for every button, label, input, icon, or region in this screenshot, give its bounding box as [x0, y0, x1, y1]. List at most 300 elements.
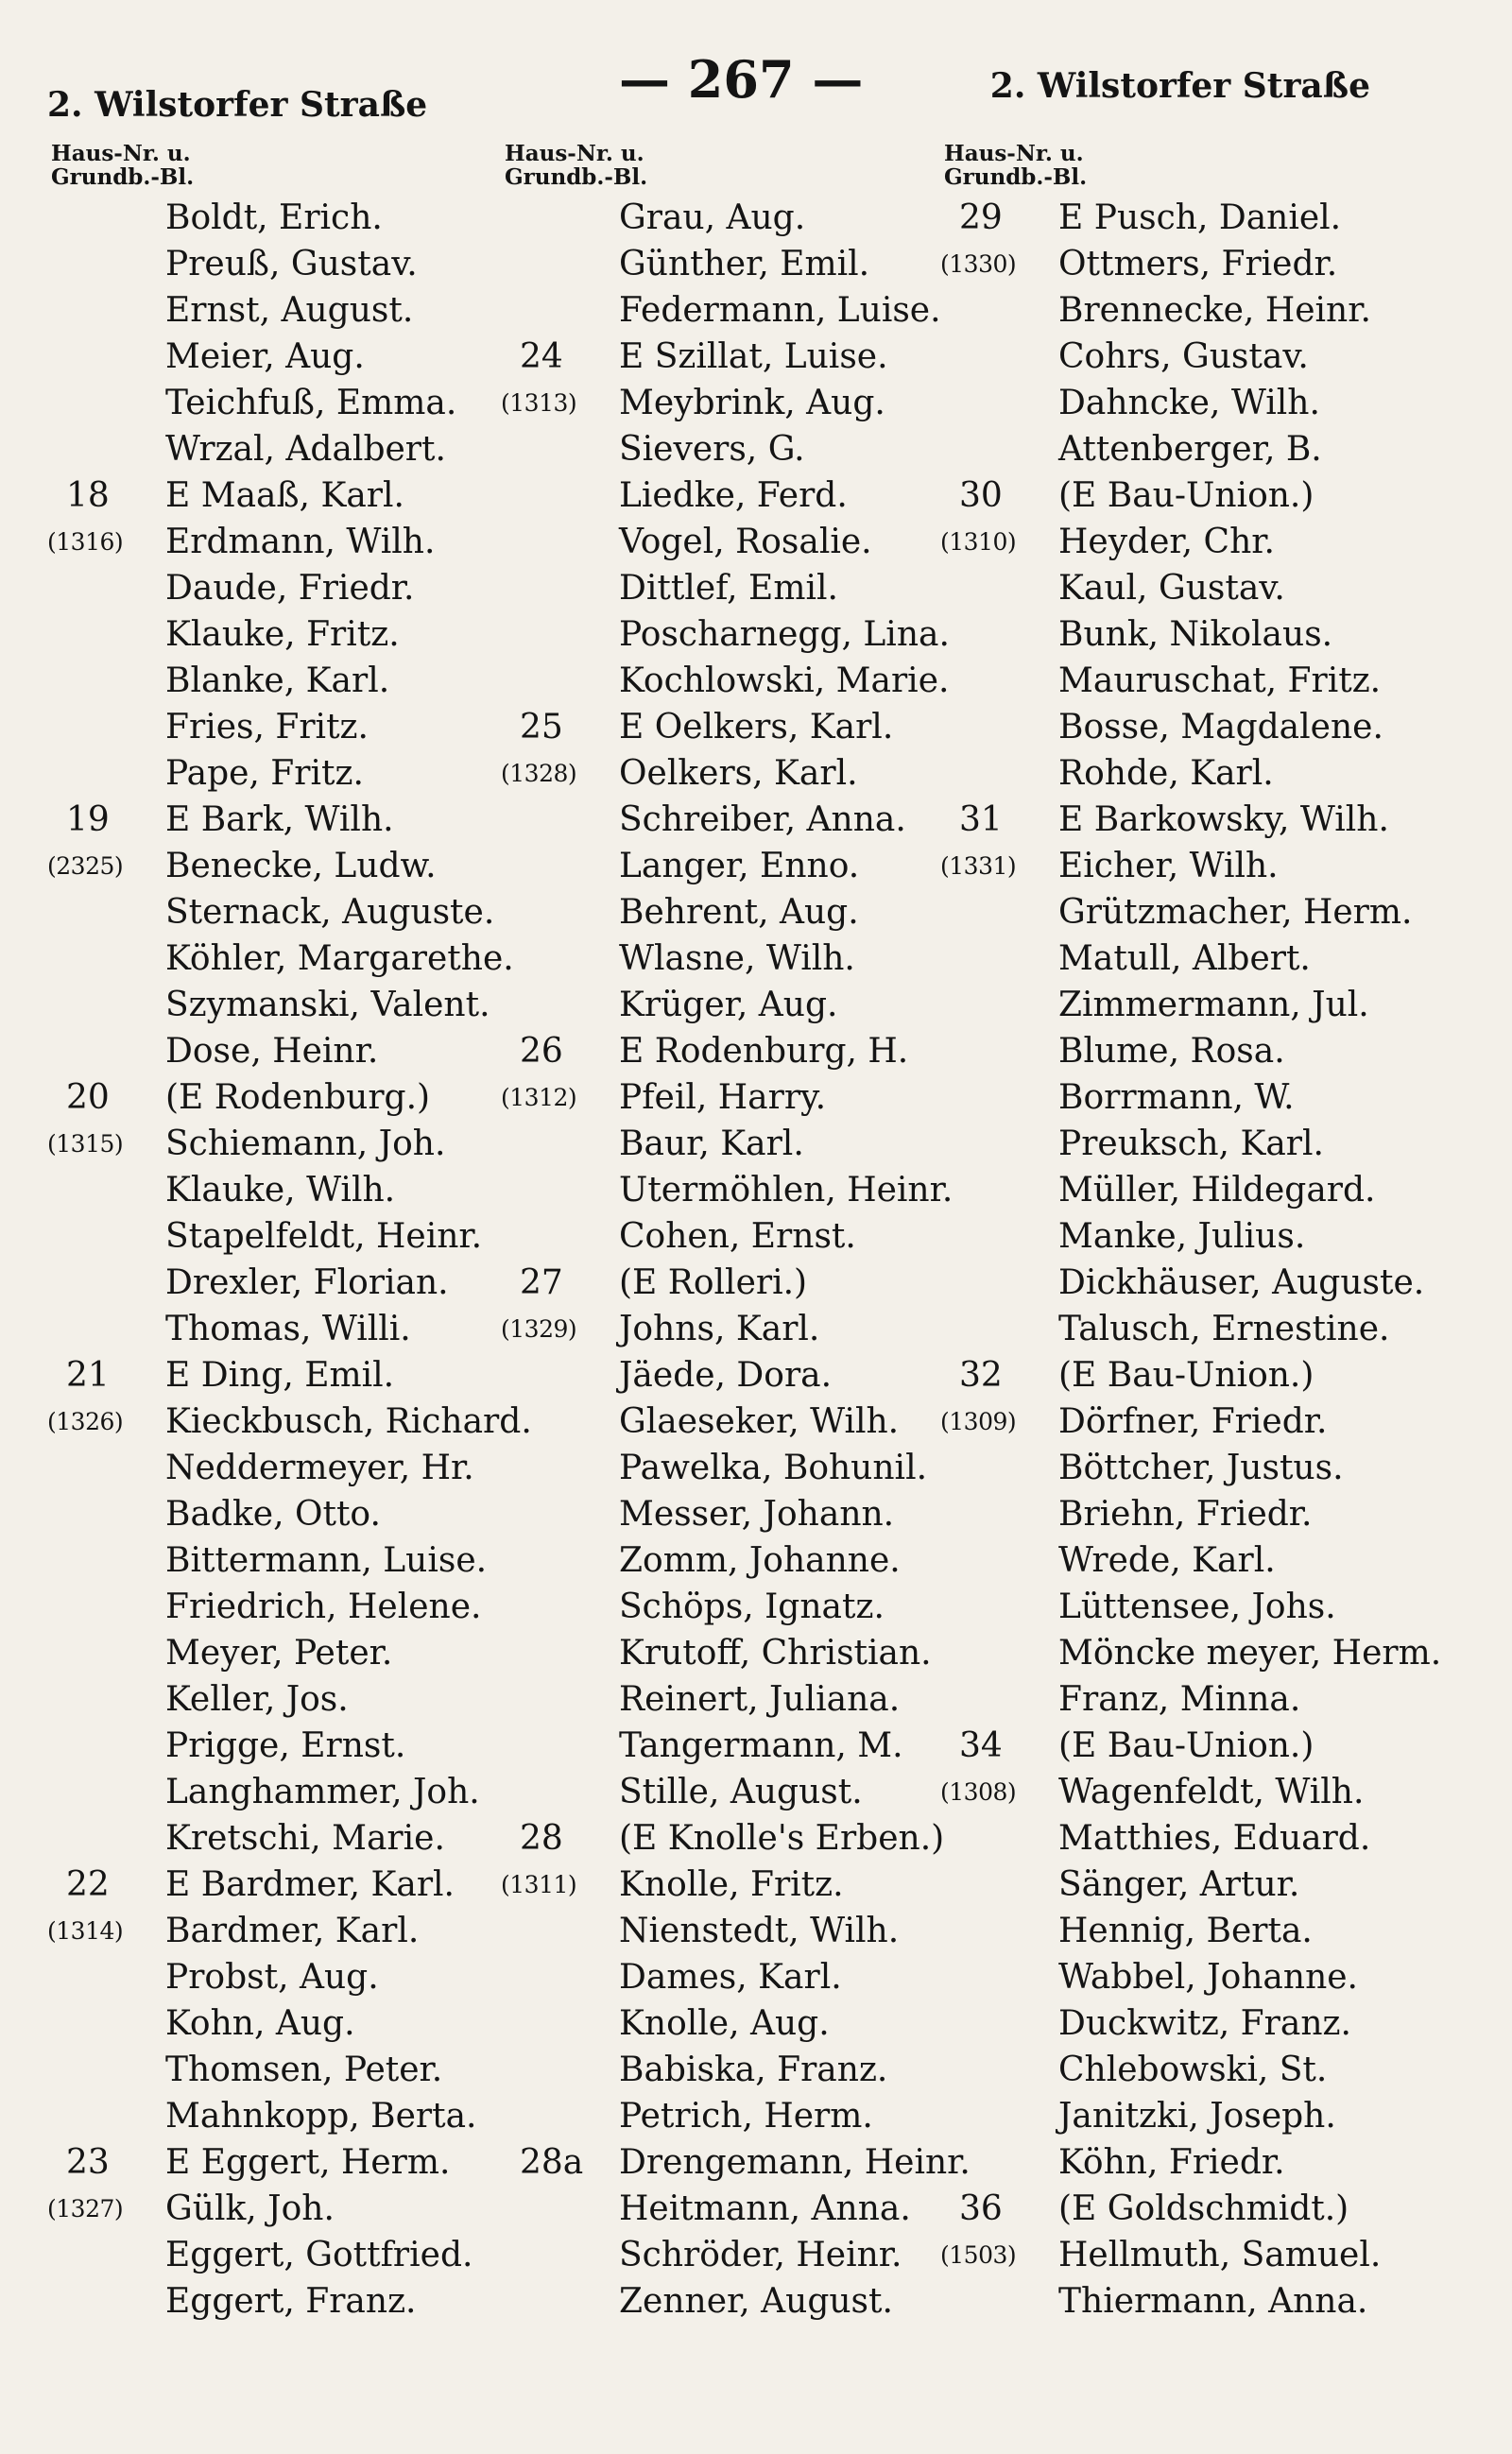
resident-name: Federmann, Luise.: [619, 291, 941, 330]
directory-entry: [501, 2047, 973, 2093]
directory-entry: [47, 2093, 520, 2139]
entry-list: [940, 195, 1442, 2325]
page-number: — 267 —: [619, 49, 864, 110]
resident-name: Attenberger, B.: [1058, 430, 1322, 469]
resident-name: Kaul, Gustav.: [1058, 569, 1285, 608]
resident-name: E Bark, Wilh.: [165, 800, 394, 839]
directory-entry: [47, 1769, 520, 1815]
directory-entry: [47, 1537, 520, 1584]
resident-name: Ottmers, Friedr.: [1058, 245, 1338, 283]
resident-name: Günther, Emil.: [619, 245, 870, 283]
directory-entry: [501, 704, 973, 750]
resident-name: Möncke meyer, Herm.: [1058, 1634, 1442, 1673]
resident-name: Gülk, Joh.: [165, 2189, 335, 2228]
directory-entry: [940, 1954, 1413, 2000]
directory-entry: [47, 565, 520, 611]
column-header: [51, 142, 520, 189]
resident-name: Glaeseker, Wilh.: [619, 1402, 900, 1441]
resident-name: Wrede, Karl.: [1058, 1541, 1276, 1580]
resident-name: Knolle, Aug.: [619, 2004, 830, 2043]
directory-entry: [940, 611, 1413, 658]
resident-name: Krutoff, Christian.: [619, 1634, 932, 1673]
resident-name: Dames, Karl.: [619, 1958, 842, 1997]
directory-entry: [940, 704, 1413, 750]
resident-name: Briehn, Friedr.: [1058, 1495, 1313, 1534]
directory-entry: [940, 241, 1413, 287]
resident-name: Liedke, Ferd.: [619, 476, 848, 515]
resident-name: Cohen, Ernst.: [619, 1217, 856, 1256]
directory-entry: [940, 1399, 1413, 1445]
resident-name: Dickhäuser, Auguste.: [1058, 1263, 1425, 1302]
resident-name: Mahnkopp, Berta.: [165, 2097, 477, 2136]
resident-name: Grau, Aug.: [619, 198, 806, 237]
directory-entry: [501, 1399, 973, 1445]
grundbuch-number: (1316): [47, 528, 124, 556]
directory-entry: [47, 658, 520, 704]
resident-name: Thomas, Willi.: [165, 1310, 411, 1348]
resident-name: Cohrs, Gustav.: [1058, 337, 1309, 376]
directory-entry: [501, 380, 973, 426]
resident-name: Bittermann, Luise.: [165, 1541, 488, 1580]
resident-name: E Szillat, Luise.: [619, 337, 888, 376]
grundbuch-number: (1308): [940, 1778, 1017, 1806]
page-header: [0, 0, 1512, 132]
directory-entry: [501, 1584, 973, 1630]
directory-entry: [501, 1074, 973, 1121]
house-number: 34: [959, 1726, 1003, 1765]
resident-name: Thiermann, Anna.: [1058, 2282, 1368, 2321]
entry-list: [501, 195, 973, 2325]
directory-entry: [940, 1584, 1413, 1630]
directory-entry: [47, 195, 520, 241]
grundbuch-number: (1326): [47, 1408, 124, 1435]
resident-name: Wagenfeldt, Wilh.: [1058, 1773, 1365, 1811]
directory-entry: [940, 2093, 1413, 2139]
resident-name: Erdmann, Wilh.: [165, 523, 436, 561]
directory-entry: [940, 1352, 1413, 1399]
directory-entry: [47, 1862, 520, 1908]
directory-entry: [501, 750, 973, 797]
grundbuch-number: (1329): [501, 1315, 577, 1343]
resident-name: Eggert, Gottfried.: [165, 2236, 473, 2274]
resident-name: Brennecke, Heinr.: [1058, 291, 1371, 330]
resident-name: Preuksch, Karl.: [1058, 1124, 1324, 1163]
resident-name: Sievers, G.: [619, 430, 805, 469]
resident-name: Mauruschat, Fritz.: [1058, 661, 1382, 700]
resident-name: Klauke, Wilh.: [165, 1171, 396, 1210]
directory-entry: [47, 1954, 520, 2000]
directory-entry: [940, 1491, 1413, 1537]
directory-entry: [940, 750, 1413, 797]
directory-entry: [501, 2232, 973, 2278]
directory-entry: [501, 1769, 973, 1815]
resident-name: Kochlowski, Marie.: [619, 661, 950, 700]
house-number: 32: [959, 1356, 1003, 1395]
directory-entry: [940, 1537, 1413, 1584]
resident-name: Benecke, Ludw.: [165, 847, 437, 885]
directory-entry: [940, 519, 1413, 565]
house-number: 29: [959, 198, 1003, 237]
house-number: 18: [66, 476, 110, 515]
resident-name: Grützmacher, Herm.: [1058, 893, 1413, 932]
directory-entry: [47, 1028, 520, 1074]
resident-name: Dose, Heinr.: [165, 1032, 379, 1071]
directory-entry: [940, 2047, 1413, 2093]
directory-entry: [47, 426, 520, 472]
resident-name: Kretschi, Marie.: [165, 1819, 445, 1858]
resident-name: Probst, Aug.: [165, 1958, 379, 1997]
directory-entry: [940, 889, 1413, 935]
resident-name: Klauke, Fritz.: [165, 615, 400, 654]
directory-entry: [47, 1445, 520, 1491]
directory-entry: [940, 935, 1413, 982]
directory-entry: [940, 2232, 1413, 2278]
resident-name: Schröder, Heinr.: [619, 2236, 902, 2274]
resident-name: (E Bau-Union.): [1058, 1726, 1314, 1765]
resident-name: E Pusch, Daniel.: [1058, 198, 1342, 237]
directory-entry: [940, 195, 1413, 241]
directory-entry: [940, 1908, 1413, 1954]
resident-name: Boldt, Erich.: [165, 198, 383, 237]
directory-entry: [47, 2047, 520, 2093]
directory-entry: [501, 797, 973, 843]
resident-name: Eicher, Wilh.: [1058, 847, 1279, 885]
resident-name: Behrent, Aug.: [619, 893, 859, 932]
directory-entry: [940, 2186, 1413, 2232]
resident-name: Kieckbusch, Richard.: [165, 1402, 532, 1441]
directory-entry: [47, 797, 520, 843]
directory-entry: [940, 1028, 1413, 1074]
resident-name: Zomm, Johanne.: [619, 1541, 901, 1580]
house-number: 28: [520, 1819, 563, 1858]
resident-name: Bosse, Magdalene.: [1058, 708, 1383, 746]
house-number: 26: [520, 1032, 563, 1071]
directory-entry: [940, 565, 1413, 611]
directory-entry: [940, 1723, 1413, 1769]
resident-name: Janitzki, Joseph.: [1058, 2097, 1336, 2136]
directory-entry: [501, 2000, 973, 2047]
resident-name: Kohn, Aug.: [165, 2004, 355, 2043]
resident-name: Heitmann, Anna.: [619, 2189, 911, 2228]
directory-entry: [501, 1028, 973, 1074]
resident-name: Lüttensee, Johs.: [1058, 1587, 1336, 1626]
directory-entry: [940, 1167, 1413, 1213]
grundbuch-number: (1314): [47, 1917, 124, 1945]
house-number: 20: [66, 1078, 110, 1117]
header-street-right: 2. Wilstorfer Straße: [989, 66, 1370, 106]
entry-list: [47, 195, 532, 2325]
grundbuch-number: (1309): [940, 1408, 1017, 1435]
resident-name: Daude, Friedr.: [165, 569, 415, 608]
column-header: [505, 142, 973, 189]
resident-name: Krüger, Aug.: [619, 986, 838, 1024]
resident-name: Neddermeyer, Hr.: [165, 1449, 474, 1487]
directory-entry: [940, 380, 1413, 426]
directory-entry: [501, 334, 973, 380]
resident-name: Drexler, Florian.: [165, 1263, 449, 1302]
resident-name: Prigge, Ernst.: [165, 1726, 406, 1765]
house-number: 22: [66, 1865, 110, 1904]
directory-entry: [940, 843, 1413, 889]
directory-entry: [501, 1954, 973, 2000]
resident-name: Köhn, Friedr.: [1058, 2143, 1285, 2182]
resident-name: Tangermann, M.: [619, 1726, 903, 1765]
directory-entry: [940, 1676, 1413, 1723]
directory-entry: [501, 1213, 973, 1260]
directory-entry: [47, 1074, 520, 1121]
resident-name: Heyder, Chr.: [1058, 523, 1275, 561]
resident-name: Petrich, Herm.: [619, 2097, 873, 2136]
resident-name: Schreiber, Anna.: [619, 800, 906, 839]
resident-name: Pawelka, Bohunil.: [619, 1449, 928, 1487]
resident-name: Johns, Karl.: [619, 1310, 820, 1348]
resident-name: E Eggert, Herm.: [165, 2143, 451, 2182]
directory-entry: [940, 797, 1413, 843]
directory-entry: [47, 889, 520, 935]
directory-entry: [940, 1260, 1425, 1306]
directory-entry: [47, 334, 520, 380]
column-header-line: Haus-Nr. u.: [944, 141, 1084, 166]
resident-name: (E Rodenburg.): [165, 1078, 431, 1117]
directory-entry: [501, 2139, 973, 2186]
resident-name: Franz, Minna.: [1058, 1680, 1301, 1719]
directory-entry: [940, 1769, 1413, 1815]
resident-name: Talusch, Ernestine.: [1058, 1310, 1390, 1348]
directory-entry: [501, 1167, 973, 1213]
resident-name: Vogel, Rosalie.: [619, 523, 872, 561]
resident-name: Bardmer, Karl.: [165, 1912, 420, 1950]
directory-entry: [47, 380, 520, 426]
grundbuch-number: (1315): [47, 1130, 124, 1158]
resident-name: Teichfuß, Emma.: [165, 384, 457, 422]
directory-entry: [501, 1815, 973, 1862]
directory-entry: [47, 935, 520, 982]
directory-entry: [940, 2139, 1413, 2186]
resident-name: Sänger, Artur.: [1058, 1865, 1300, 1904]
resident-name: Oelkers, Karl.: [619, 754, 858, 793]
grundbuch-number: (1503): [940, 2241, 1017, 2269]
directory-entry: [47, 519, 520, 565]
directory-entry: [47, 1167, 520, 1213]
house-number: 30: [959, 476, 1003, 515]
directory-entry: [501, 241, 973, 287]
directory-entry: [940, 1121, 1413, 1167]
directory-entry: [501, 519, 973, 565]
resident-name: Jäede, Dora.: [619, 1356, 833, 1395]
resident-name: Fries, Fritz.: [165, 708, 369, 746]
directory-entry: [501, 2186, 973, 2232]
house-number: 36: [959, 2189, 1003, 2228]
resident-name: Meybrink, Aug.: [619, 384, 885, 422]
resident-name: Blanke, Karl.: [165, 661, 390, 700]
directory-entry: [501, 426, 973, 472]
resident-name: E Bardmer, Karl.: [165, 1865, 455, 1904]
directory-entry: [47, 2186, 520, 2232]
directory-entry: [501, 1491, 973, 1537]
resident-name: Meier, Aug.: [165, 337, 365, 376]
directory-entry: [501, 1908, 973, 1954]
directory-entry: [501, 287, 973, 334]
directory-entry: [940, 2000, 1413, 2047]
directory-entry: [47, 1121, 520, 1167]
resident-name: Pape, Fritz.: [165, 754, 364, 793]
resident-name: Böttcher, Justus.: [1058, 1449, 1344, 1487]
resident-name: E Rodenburg, H.: [619, 1032, 909, 1071]
grundbuch-number: (2325): [47, 852, 124, 880]
directory-entry: [940, 334, 1413, 380]
directory-entry: [501, 1537, 973, 1584]
house-number: 28a: [520, 2143, 584, 2182]
resident-name: Zimmermann, Jul.: [1058, 986, 1369, 1024]
resident-name: E Maaß, Karl.: [165, 476, 404, 515]
resident-name: (E Goldschmidt.): [1058, 2189, 1349, 2228]
resident-name: Sternack, Auguste.: [165, 893, 495, 932]
house-number: 31: [959, 800, 1003, 839]
directory-entry: [47, 1723, 520, 1769]
directory-entry: [47, 287, 520, 334]
column-3: [940, 141, 1442, 2325]
directory-entry: [501, 1260, 973, 1306]
resident-name: Rohde, Karl.: [1058, 754, 1274, 793]
resident-name: Thomsen, Peter.: [165, 2051, 443, 2089]
resident-name: Köhler, Margarethe.: [165, 939, 514, 978]
directory-entry: [47, 1352, 520, 1399]
directory-entry: [501, 2278, 973, 2325]
resident-name: Nienstedt, Wilh.: [619, 1912, 900, 1950]
directory-entry: [501, 1630, 973, 1676]
resident-name: Müller, Hildegard.: [1058, 1171, 1376, 1210]
header-street-left: 2. Wilstorfer Straße: [47, 85, 428, 125]
column-header-line: Haus-Nr. u.: [51, 141, 191, 166]
resident-name: Dörfner, Friedr.: [1058, 1402, 1328, 1441]
column-header-line: Grundb.-Bl.: [505, 164, 648, 190]
directory-entry: [940, 982, 1413, 1028]
resident-name: Matull, Albert.: [1058, 939, 1311, 978]
grundbuch-number: (1313): [501, 389, 577, 417]
directory-entry: [501, 2093, 973, 2139]
directory-entry: [501, 1445, 973, 1491]
resident-name: Meyer, Peter.: [165, 1634, 393, 1673]
directory-entry: [501, 1121, 973, 1167]
resident-name: Messer, Johann.: [619, 1495, 895, 1534]
resident-name: Bunk, Nikolaus.: [1058, 615, 1333, 654]
directory-entry: [47, 1306, 520, 1352]
directory-entry: [501, 1676, 973, 1723]
resident-name: Borrmann, W.: [1058, 1078, 1295, 1117]
directory-entry: [47, 704, 520, 750]
directory-entry: [47, 1584, 520, 1630]
resident-name: Badke, Otto.: [165, 1495, 381, 1534]
directory-entry: [501, 472, 973, 519]
directory-entry: [501, 1723, 973, 1769]
directory-entry: [47, 2000, 520, 2047]
directory-entry: [501, 195, 973, 241]
house-number: 27: [520, 1263, 563, 1302]
directory-entry: [501, 982, 973, 1028]
directory-entry: [47, 750, 520, 797]
resident-name: Chlebowski, St.: [1058, 2051, 1328, 2089]
house-number: 24: [520, 337, 563, 376]
house-number: 21: [66, 1356, 110, 1395]
column-header-line: Haus-Nr. u.: [505, 141, 644, 166]
resident-name: Preuß, Gustav.: [165, 245, 418, 283]
directory-entry: [940, 1074, 1413, 1121]
resident-name: Utermöhlen, Heinr.: [619, 1171, 954, 1210]
directory-entry: [47, 2232, 520, 2278]
directory-entry: [501, 935, 973, 982]
resident-name: Stapelfeldt, Heinr.: [165, 1217, 483, 1256]
directory-entry: [940, 1213, 1413, 1260]
directory-entry: [940, 426, 1413, 472]
resident-name: E Oelkers, Karl.: [619, 708, 894, 746]
directory-entry: [47, 1491, 520, 1537]
resident-name: Baur, Karl.: [619, 1124, 804, 1163]
resident-name: (E Bau-Union.): [1058, 476, 1314, 515]
directory-entry: [940, 1815, 1413, 1862]
directory-entry: [940, 2278, 1413, 2325]
resident-name: Schöps, Ignatz.: [619, 1587, 885, 1626]
directory-entry: [501, 889, 973, 935]
grundbuch-number: (1327): [47, 2195, 124, 2222]
resident-name: Blume, Rosa.: [1058, 1032, 1285, 1071]
resident-name: Langer, Enno.: [619, 847, 860, 885]
resident-name: (E Bau-Union.): [1058, 1356, 1314, 1395]
directory-entry: [47, 1630, 520, 1676]
resident-name: Poscharnegg, Lina.: [619, 615, 950, 654]
resident-name: Schiemann, Joh.: [165, 1124, 446, 1163]
house-number: 25: [520, 708, 563, 746]
resident-name: Wrzal, Adalbert.: [165, 430, 446, 469]
directory-entry: [501, 1306, 973, 1352]
directory-entry: [47, 1213, 520, 1260]
resident-name: Friedrich, Helene.: [165, 1587, 482, 1626]
resident-name: Babiska, Franz.: [619, 2051, 888, 2089]
resident-name: Langhammer, Joh.: [165, 1773, 480, 1811]
column-header-line: Grundb.-Bl.: [51, 164, 195, 190]
directory-entry: [47, 1399, 532, 1445]
resident-name: Keller, Jos.: [165, 1680, 349, 1719]
resident-name: Knolle, Fritz.: [619, 1865, 844, 1904]
directory-entry: [940, 658, 1413, 704]
resident-name: Szymanski, Valent.: [165, 986, 490, 1024]
column-header-line: Grundb.-Bl.: [944, 164, 1088, 190]
grundbuch-number: (1328): [501, 760, 577, 787]
directory-entry: [501, 565, 973, 611]
directory-entry: [47, 472, 520, 519]
resident-name: Ernst, August.: [165, 291, 414, 330]
grundbuch-number: (1331): [940, 852, 1017, 880]
directory-entry: [47, 982, 520, 1028]
directory-entry: [940, 1445, 1413, 1491]
directory-entry: [940, 1862, 1413, 1908]
house-number: 19: [66, 800, 110, 839]
resident-name: Matthies, Eduard.: [1058, 1819, 1371, 1858]
directory-entry: [47, 611, 520, 658]
directory-entry: [501, 611, 973, 658]
resident-name: Drengemann, Heinr.: [619, 2143, 971, 2182]
directory-entry: [940, 1630, 1442, 1676]
resident-name: (E Rolleri.): [619, 1263, 808, 1302]
resident-name: Hellmuth, Samuel.: [1058, 2236, 1382, 2274]
directory-entry: [47, 2139, 520, 2186]
resident-name: Stille, August.: [619, 1773, 863, 1811]
directory-entry: [940, 287, 1413, 334]
resident-name: Manke, Julius.: [1058, 1217, 1306, 1256]
grundbuch-number: (1330): [940, 250, 1017, 278]
resident-name: Wlasne, Wilh.: [619, 939, 855, 978]
directory-entry: [47, 2278, 520, 2325]
house-number: 23: [66, 2143, 110, 2182]
